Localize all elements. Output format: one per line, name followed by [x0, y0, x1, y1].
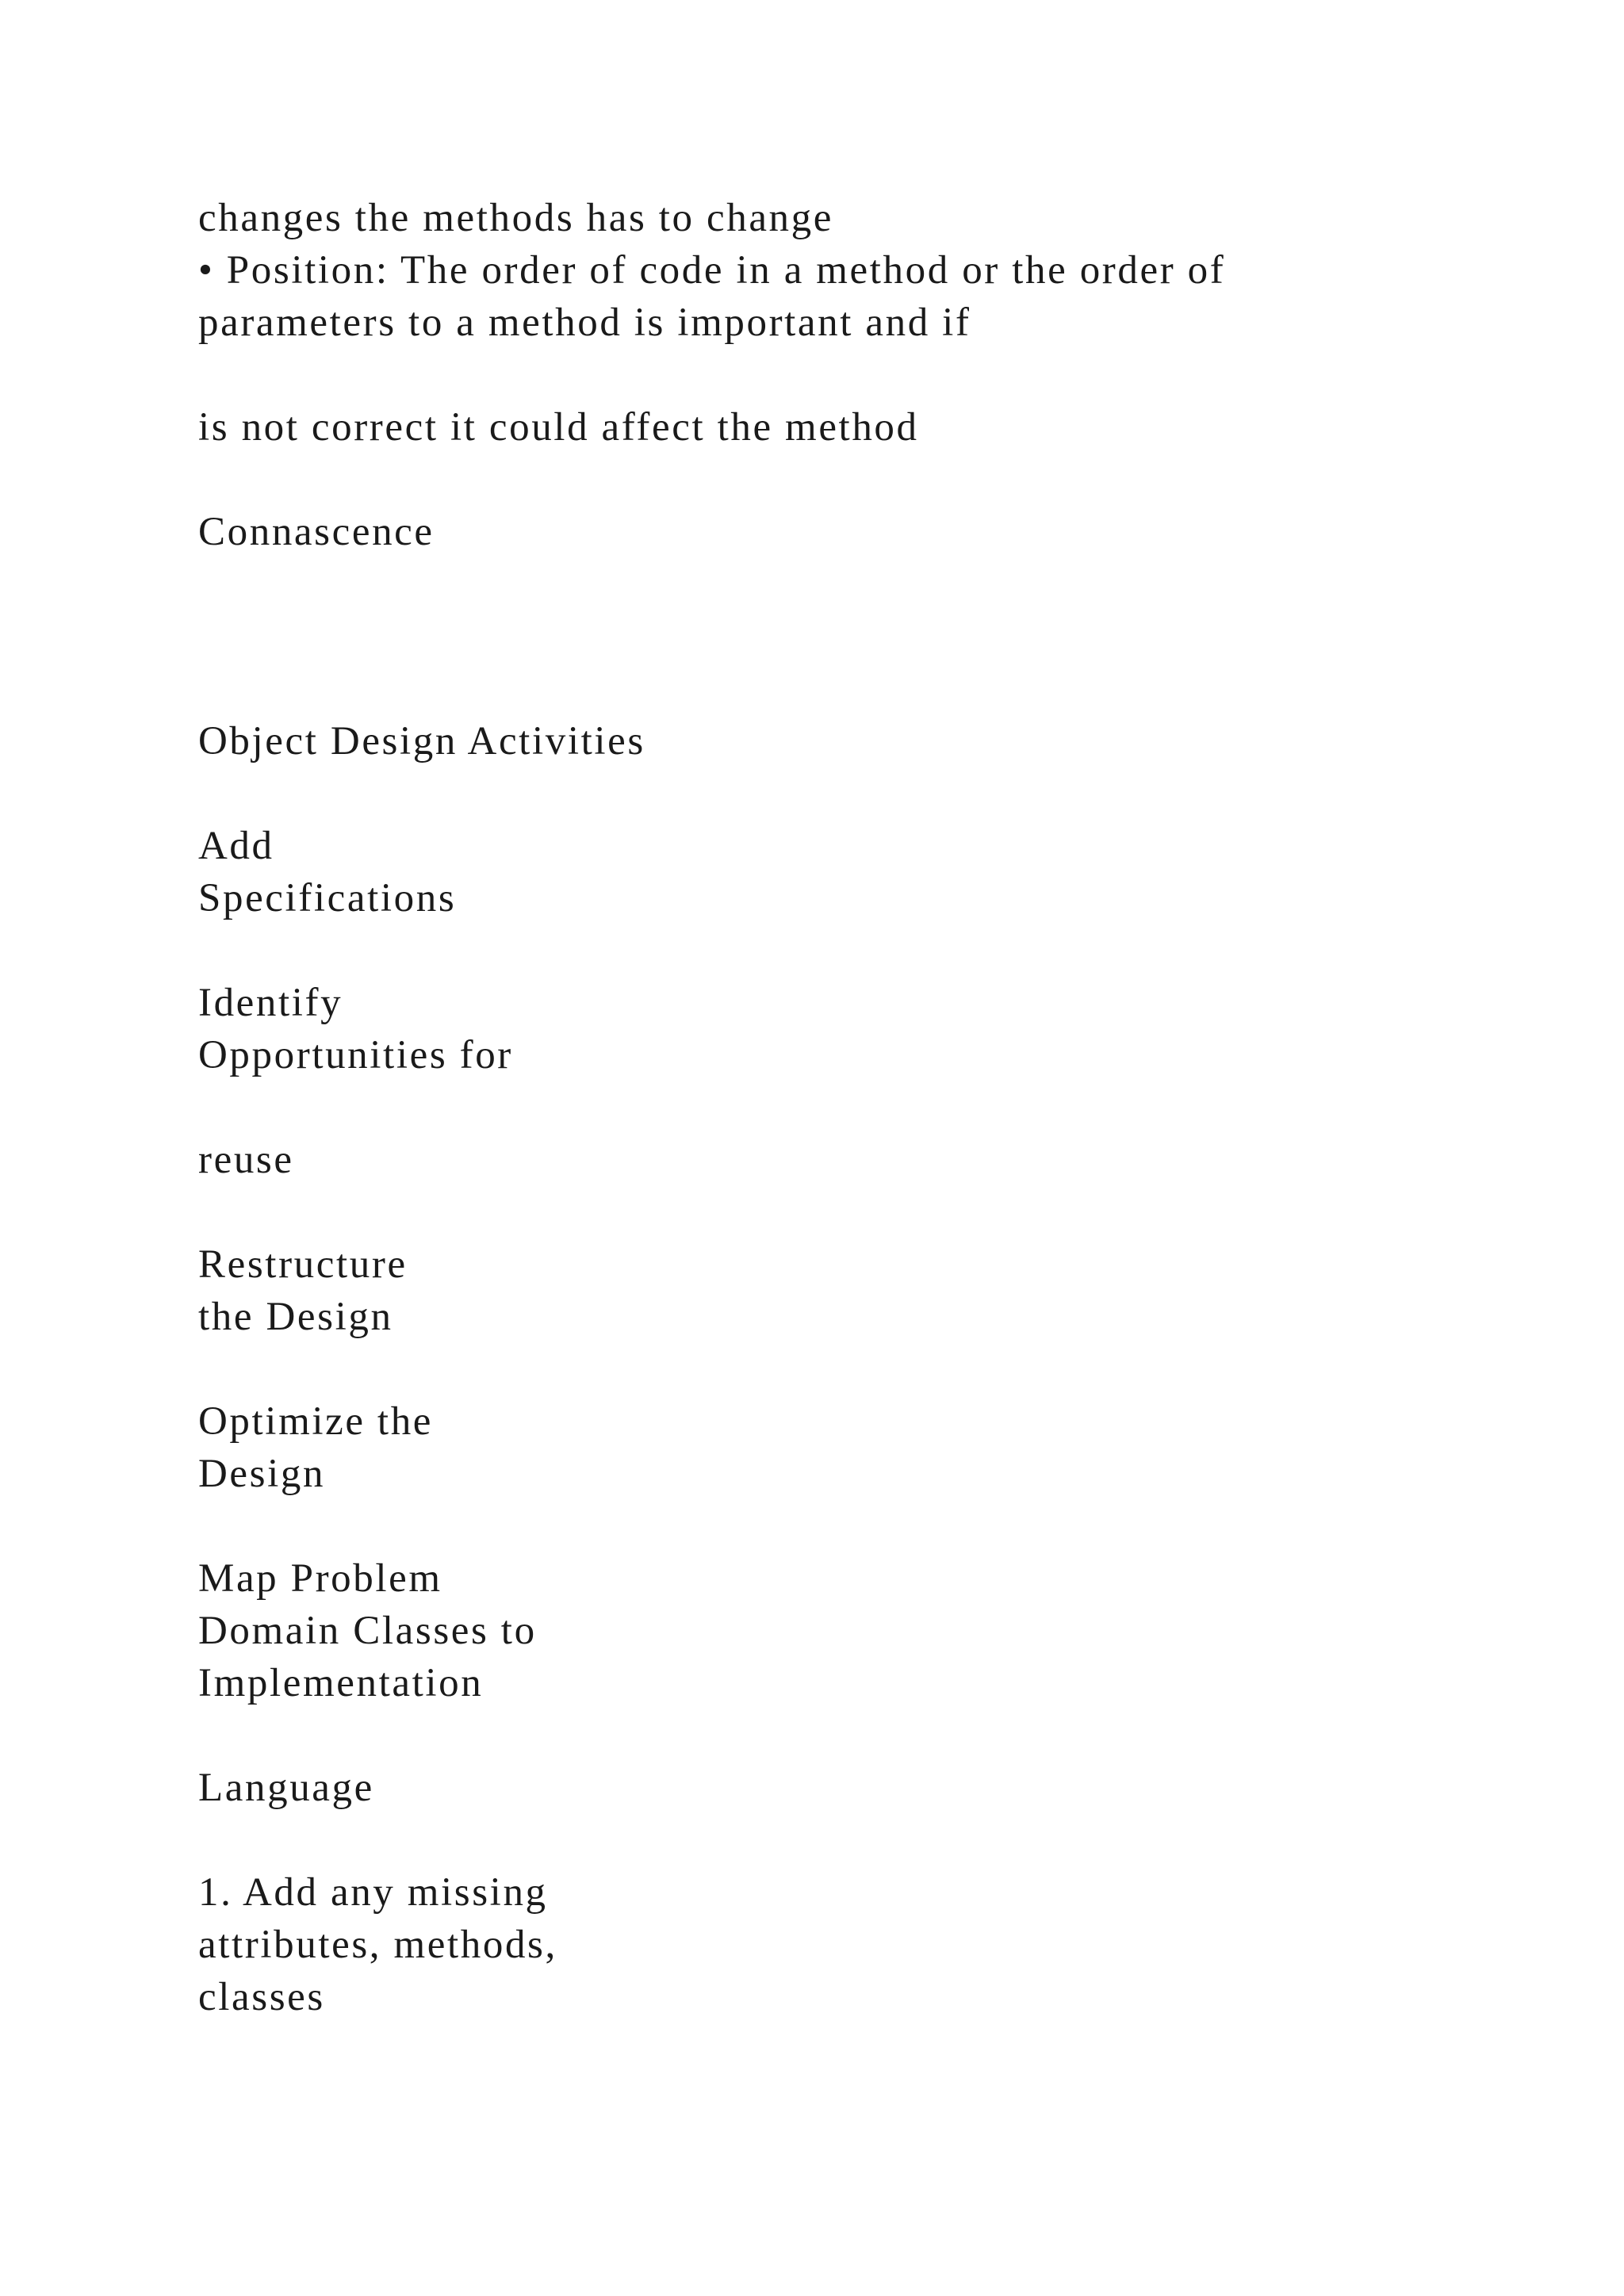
text-line: is not correct it could affect the method — [198, 405, 919, 450]
text-line: parameters to a method is important and if — [198, 300, 971, 345]
section-heading-connascence: Connascence — [198, 510, 435, 554]
activity-label: Language — [198, 1766, 374, 1810]
bullet-line: • Position: The order of code in a method or the order of — [198, 248, 1226, 293]
document-body — [198, 192, 1546, 2023]
activity-label: Add — [198, 824, 274, 868]
activity-label: the Design — [198, 1295, 393, 1339]
section-heading-object-design: Object Design Activities — [198, 719, 645, 763]
numbered-item: 1. Add any missing — [198, 1870, 548, 1915]
activity-label: Implementation — [198, 1661, 484, 1705]
activity-label: Map Problem — [198, 1556, 442, 1601]
numbered-item: attributes, methods, — [198, 1923, 557, 1967]
activity-label: Optimize the — [198, 1399, 434, 1444]
activity-label: Opportunities for — [198, 1033, 513, 1077]
activity-label: Domain Classes to — [198, 1609, 537, 1653]
activity-label: reuse — [198, 1138, 294, 1182]
numbered-item: classes — [198, 1975, 325, 2019]
activity-label: Identify — [198, 981, 343, 1025]
activity-label: Specifications — [198, 876, 457, 920]
activity-label: Restructure — [198, 1242, 408, 1287]
activity-label: Design — [198, 1452, 326, 1496]
text-line: changes the methods has to change — [198, 196, 833, 240]
